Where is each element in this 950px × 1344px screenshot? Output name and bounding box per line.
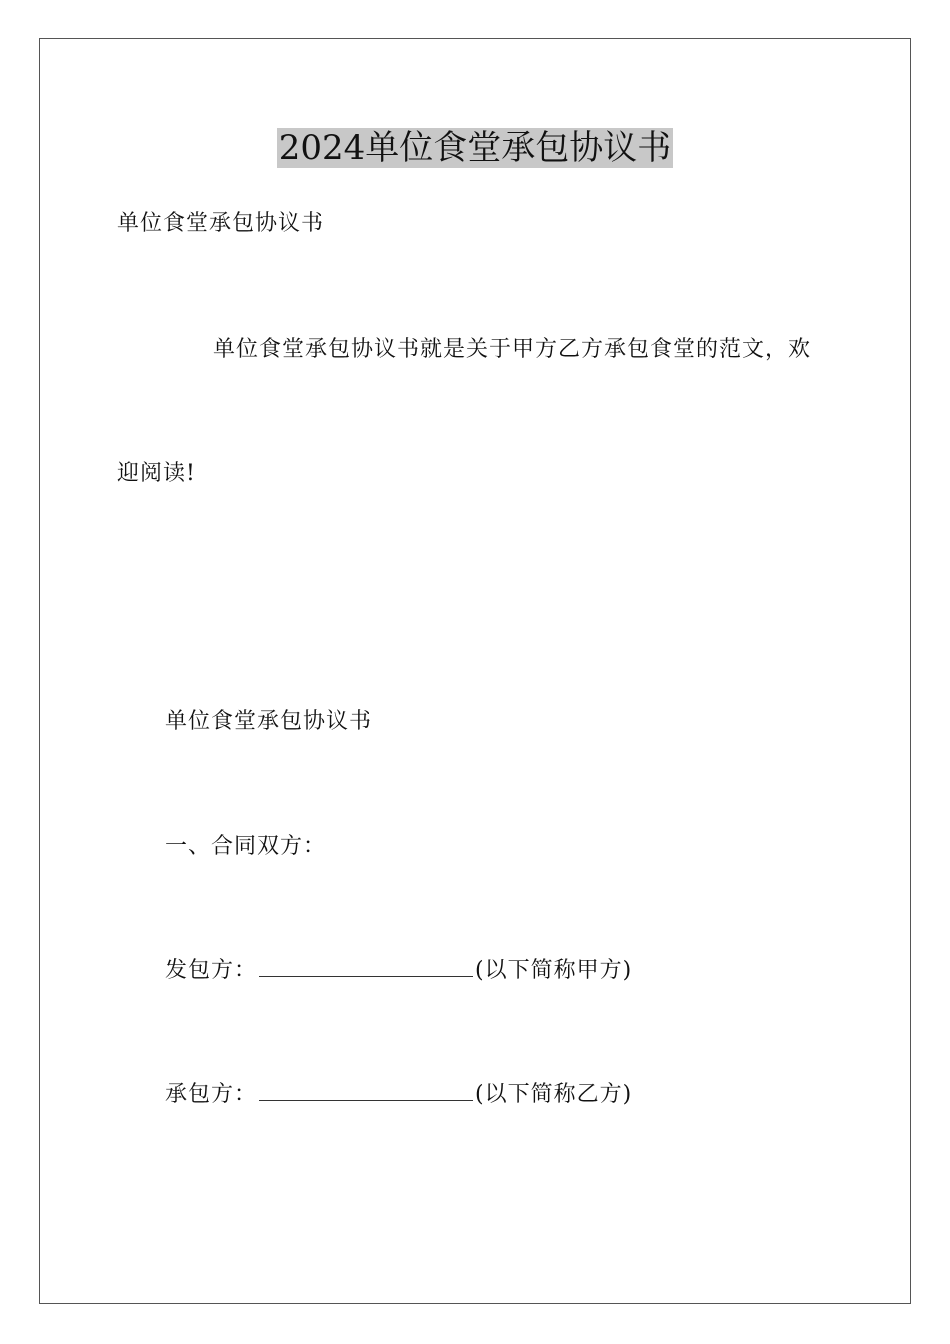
party-b-note: (以下简称乙方) bbox=[475, 1082, 633, 1107]
intro-paragraph-line-2: 迎阅读! bbox=[117, 461, 196, 486]
party-b-line bbox=[165, 1080, 632, 1110]
party-b-label: 承包方： bbox=[165, 1082, 258, 1107]
intro-paragraph-line-1: 单位食堂承包协议书就是关于甲方乙方承包食堂的范文，欢 bbox=[213, 337, 812, 362]
party-a-note: (以下简称甲方) bbox=[475, 958, 633, 983]
party-b-blank-field[interactable] bbox=[259, 1080, 473, 1101]
party-a-label: 发包方： bbox=[165, 958, 258, 983]
document-subtitle: 单位食堂承包协议书 bbox=[117, 211, 325, 236]
party-a-line bbox=[165, 956, 632, 986]
section-title: 单位食堂承包协议书 bbox=[165, 709, 373, 734]
document-title-text: 2024单位食堂承包协议书 bbox=[278, 128, 672, 168]
party-a-blank-field[interactable] bbox=[259, 956, 473, 977]
clause-heading: 一、合同双方： bbox=[165, 834, 327, 859]
document-title bbox=[0, 128, 950, 168]
